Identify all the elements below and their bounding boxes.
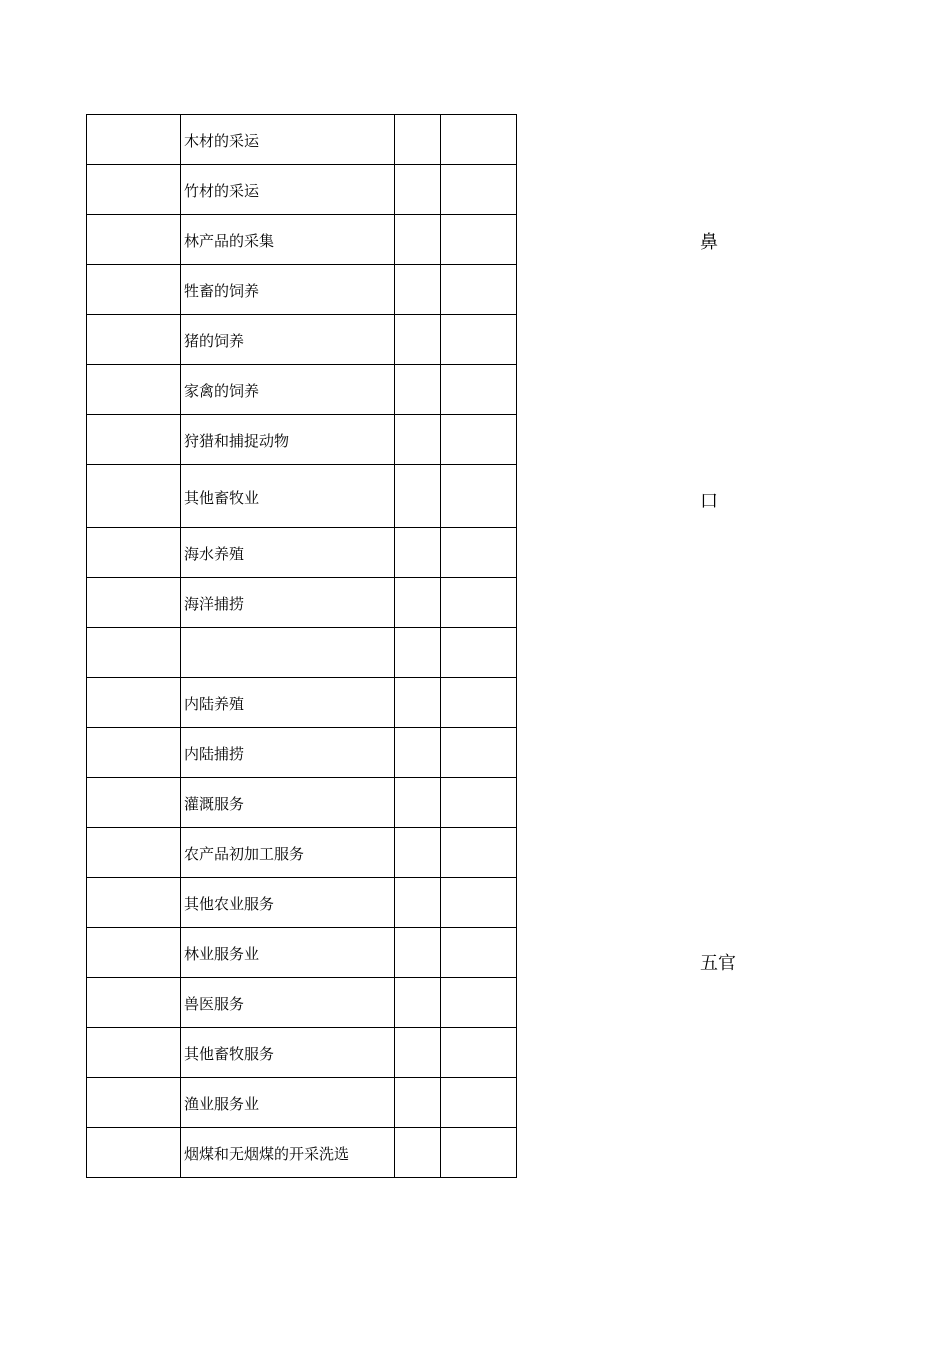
code-cell [87,828,181,878]
code-cell [87,215,181,265]
table-row [87,1078,517,1128]
mark-cell [395,828,441,878]
industry-name-cell: 兽医服务 [181,978,395,1028]
table-row [87,978,517,1028]
note-cell [441,115,517,165]
mark-cell [395,778,441,828]
note-cell [441,415,517,465]
mark-cell [395,1028,441,1078]
industry-name-cell: 林业服务业 [181,928,395,978]
table-row [87,1128,517,1178]
table-row [87,315,517,365]
mark-cell [395,415,441,465]
note-cell [441,828,517,878]
side-label-facial-features: 五官 [700,953,736,974]
code-cell [87,1078,181,1128]
code-cell [87,465,181,528]
note-cell [441,528,517,578]
table-row [87,578,517,628]
code-cell [87,778,181,828]
code-cell [87,728,181,778]
note-cell [441,978,517,1028]
table-row [87,728,517,778]
table-row [87,465,517,528]
table-body [87,115,517,1178]
code-cell [87,115,181,165]
note-cell [441,628,517,678]
code-cell [87,315,181,365]
industry-name-cell: 木材的采运 [181,115,395,165]
mark-cell [395,928,441,978]
industry-name-cell: 烟煤和无烟煤的开采洗选 [181,1128,395,1178]
mark-cell [395,1078,441,1128]
table-row [87,528,517,578]
code-cell [87,678,181,728]
mark-cell [395,315,441,365]
table-row [87,1028,517,1078]
code-cell [87,578,181,628]
table-row [87,628,517,678]
industry-name-cell: 内陆养殖 [181,678,395,728]
industry-name-cell: 竹材的采运 [181,165,395,215]
code-cell [87,165,181,215]
mark-cell [395,578,441,628]
note-cell [441,1078,517,1128]
code-cell [87,978,181,1028]
mark-cell [395,265,441,315]
side-label-mouth: 口 [700,491,718,512]
code-cell [87,628,181,678]
industry-name-cell: 家禽的饲养 [181,365,395,415]
mark-cell [395,465,441,528]
industry-name-cell: 农产品初加工服务 [181,828,395,878]
code-cell [87,1028,181,1078]
table-row [87,678,517,728]
industry-name-cell: 海洋捕捞 [181,578,395,628]
industry-table [86,114,517,1178]
mark-cell [395,978,441,1028]
note-cell [441,678,517,728]
industry-name-cell: 渔业服务业 [181,1078,395,1128]
table-row [87,878,517,928]
code-cell [87,928,181,978]
table-row [87,365,517,415]
note-cell [441,1128,517,1178]
note-cell [441,265,517,315]
mark-cell [395,728,441,778]
code-cell [87,265,181,315]
mark-cell [395,1128,441,1178]
table-row [87,928,517,978]
side-label-nose: 鼻 [700,232,718,253]
mark-cell [395,878,441,928]
mark-cell [395,528,441,578]
industry-name-cell: 灌溉服务 [181,778,395,828]
code-cell [87,365,181,415]
table-row [87,778,517,828]
mark-cell [395,215,441,265]
code-cell [87,1128,181,1178]
industry-name-cell: 内陆捕捞 [181,728,395,778]
industry-name-cell: 林产品的采集 [181,215,395,265]
note-cell [441,878,517,928]
industry-name-cell: 猪的饲养 [181,315,395,365]
mark-cell [395,165,441,215]
industry-name-cell [181,628,395,678]
industry-name-cell: 牲畜的饲养 [181,265,395,315]
note-cell [441,315,517,365]
table-row [87,115,517,165]
industry-name-cell: 其他畜牧业 [181,465,395,528]
note-cell [441,165,517,215]
code-cell [87,878,181,928]
note-cell [441,928,517,978]
industry-name-cell: 其他畜牧服务 [181,1028,395,1078]
table-row [87,828,517,878]
table-row [87,265,517,315]
mark-cell [395,628,441,678]
industry-name-cell: 其他农业服务 [181,878,395,928]
mark-cell [395,365,441,415]
code-cell [87,415,181,465]
table-row [87,165,517,215]
note-cell [441,778,517,828]
note-cell [441,578,517,628]
note-cell [441,365,517,415]
note-cell [441,728,517,778]
note-cell [441,1028,517,1078]
table-row [87,415,517,465]
code-cell [87,528,181,578]
industry-name-cell: 狩猎和捕捉动物 [181,415,395,465]
mark-cell [395,115,441,165]
mark-cell [395,678,441,728]
note-cell [441,215,517,265]
note-cell [441,465,517,528]
table-row [87,215,517,265]
industry-name-cell: 海水养殖 [181,528,395,578]
